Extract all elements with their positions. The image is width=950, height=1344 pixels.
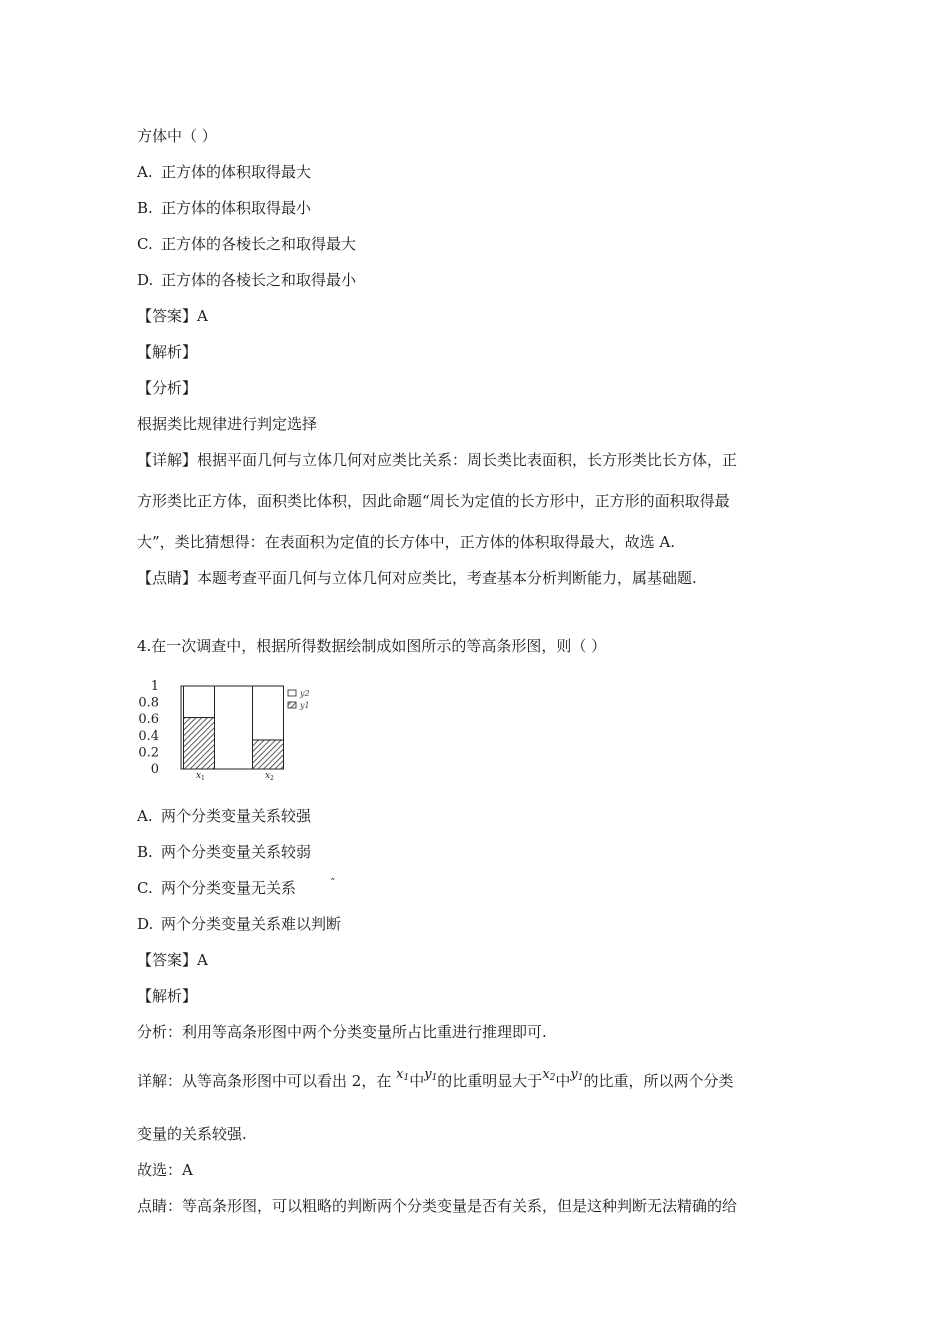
option-letter: C. [137, 879, 153, 897]
q3-comment-text: 本题考查平面几何与立体几何对应类比，考查基本分析判断能力，属基础题. [197, 569, 697, 587]
legend-swatch-y1 [288, 702, 296, 708]
q3-comment-head: 【点睛】 [137, 569, 198, 587]
option-text: 两个分类变量关系较弱 [161, 843, 312, 861]
var-y1 [424, 1067, 437, 1082]
var-x1 [396, 1067, 409, 1082]
x-tick-subscript: 2 [270, 775, 274, 780]
option-letter: A. [137, 163, 153, 181]
y-tick-label: 1 [150, 680, 159, 694]
q3-detail-head: 【详解】 [137, 451, 198, 469]
q4-detail-mid3: 中 [555, 1072, 571, 1090]
bar-y1-x2 [253, 740, 284, 769]
chart-svg [137, 680, 337, 780]
q3-answer: 【答案】A [137, 307, 208, 325]
option-text: 两个分类变量无关系 [161, 879, 297, 897]
q3-detail-line-2: 方形类比正方体，面积类比体积，因此命题“周长为定值的长方形中，正方形的面积取得最 [137, 492, 730, 510]
stray-mark: ˆ [330, 877, 336, 890]
q4-stem: 4.在一次调查中，根据所得数据绘制成如图所示的等高条形图，则（ ） [137, 637, 607, 655]
y-tick-label: 0.4 [138, 728, 159, 744]
q4-comment: 点睛：等高条形图，可以粗略的判断两个分类变量是否有关系，但是这种判断无法精确的给 [137, 1197, 738, 1215]
q4-option-d [137, 914, 341, 934]
q3-detail-line-1 [137, 450, 737, 470]
option-letter: D. [137, 271, 154, 289]
q4-option-a [137, 806, 311, 826]
legend-swatch-y2 [288, 690, 296, 696]
q3-fenxi-text: 根据类比规律进行判定选择 [137, 415, 318, 433]
option-letter: A. [137, 807, 153, 825]
q3-option-d [137, 270, 356, 290]
y-tick-label: 0.8 [138, 695, 159, 711]
option-letter: B. [137, 843, 153, 861]
bar-y2-x1 [184, 686, 215, 718]
y-tick-label: 0.6 [138, 712, 159, 728]
q4-option-c [137, 878, 336, 900]
y-tick-label: 0 [150, 762, 159, 777]
var-subscript: 1 [577, 1073, 584, 1083]
q3-stem-tail: 方体中（ ） [137, 127, 217, 145]
stacked-bar-chart [137, 680, 337, 784]
option-text: 正方体的体积取得最大 [161, 163, 312, 181]
var-y1b [570, 1067, 583, 1082]
x-tick-label: x [265, 771, 271, 780]
q4-analysis-text: 分析：利用等高条形图中两个分类变量所占比重进行推理即可. [137, 1023, 547, 1041]
var-subscript: 1 [431, 1073, 438, 1083]
q4-detail-pre: 详解：从等高条形图中可以看出 2，在 [137, 1072, 392, 1090]
x-tick-subscript: 1 [201, 775, 205, 780]
var-letter: y [424, 1067, 432, 1082]
var-letter: y [570, 1067, 578, 1082]
bar-y1-x1 [184, 718, 215, 769]
legend-label-y1: y1 [300, 701, 310, 710]
q3-option-b [137, 198, 311, 218]
option-letter: B. [137, 199, 153, 217]
var-x2 [542, 1067, 555, 1082]
q3-option-c [137, 234, 356, 254]
q4-detail-mid1: 中 [409, 1072, 425, 1090]
option-text: 正方体的各棱长之和取得最大 [161, 235, 357, 253]
q3-analysis-head: 【解析】 [137, 343, 198, 361]
option-text: 正方体的体积取得最小 [161, 199, 312, 217]
option-letter: D. [137, 915, 154, 933]
q3-fenxi-head: 【分析】 [137, 379, 198, 397]
q4-analysis-head: 【解析】 [137, 987, 198, 1005]
option-text: 两个分类变量关系难以判断 [161, 915, 342, 933]
q4-detail-line-1 [137, 1067, 734, 1096]
var-subscript: 1 [403, 1073, 410, 1083]
q3-comment [137, 568, 697, 588]
var-letter: x [396, 1067, 404, 1082]
x-tick-label: x [196, 771, 202, 780]
q4-detail-mid2: 的比重明显大于 [437, 1072, 543, 1090]
option-text: 两个分类变量关系较强 [161, 807, 312, 825]
q4-detail-line-2: 变量的关系较强. [137, 1125, 247, 1143]
bar-y2-x2 [253, 686, 284, 740]
q4-option-b [137, 842, 311, 862]
chart-layer [138, 680, 309, 780]
option-letter: C. [137, 235, 153, 253]
var-letter: x [542, 1067, 550, 1082]
q4-choice: 故选：A [137, 1161, 193, 1179]
q3-option-a [137, 162, 311, 182]
var-subscript: 2 [549, 1073, 556, 1083]
option-text: 正方体的各棱长之和取得最小 [161, 271, 357, 289]
q4-answer: 【答案】A [137, 951, 208, 969]
y-tick-label: 0.2 [138, 745, 159, 761]
q4-detail-post: 的比重，所以两个分类 [583, 1072, 734, 1090]
q3-detail-text: 根据平面几何与立体几何对应类比关系：周长类比表面积，长方形类比长方体，正 [197, 451, 738, 469]
q3-detail-line-3: 大”，类比猜想得：在表面积为定值的长方体中，正方体的体积取得最大，故选 A. [137, 533, 676, 551]
legend-label-y2: y2 [300, 689, 310, 698]
